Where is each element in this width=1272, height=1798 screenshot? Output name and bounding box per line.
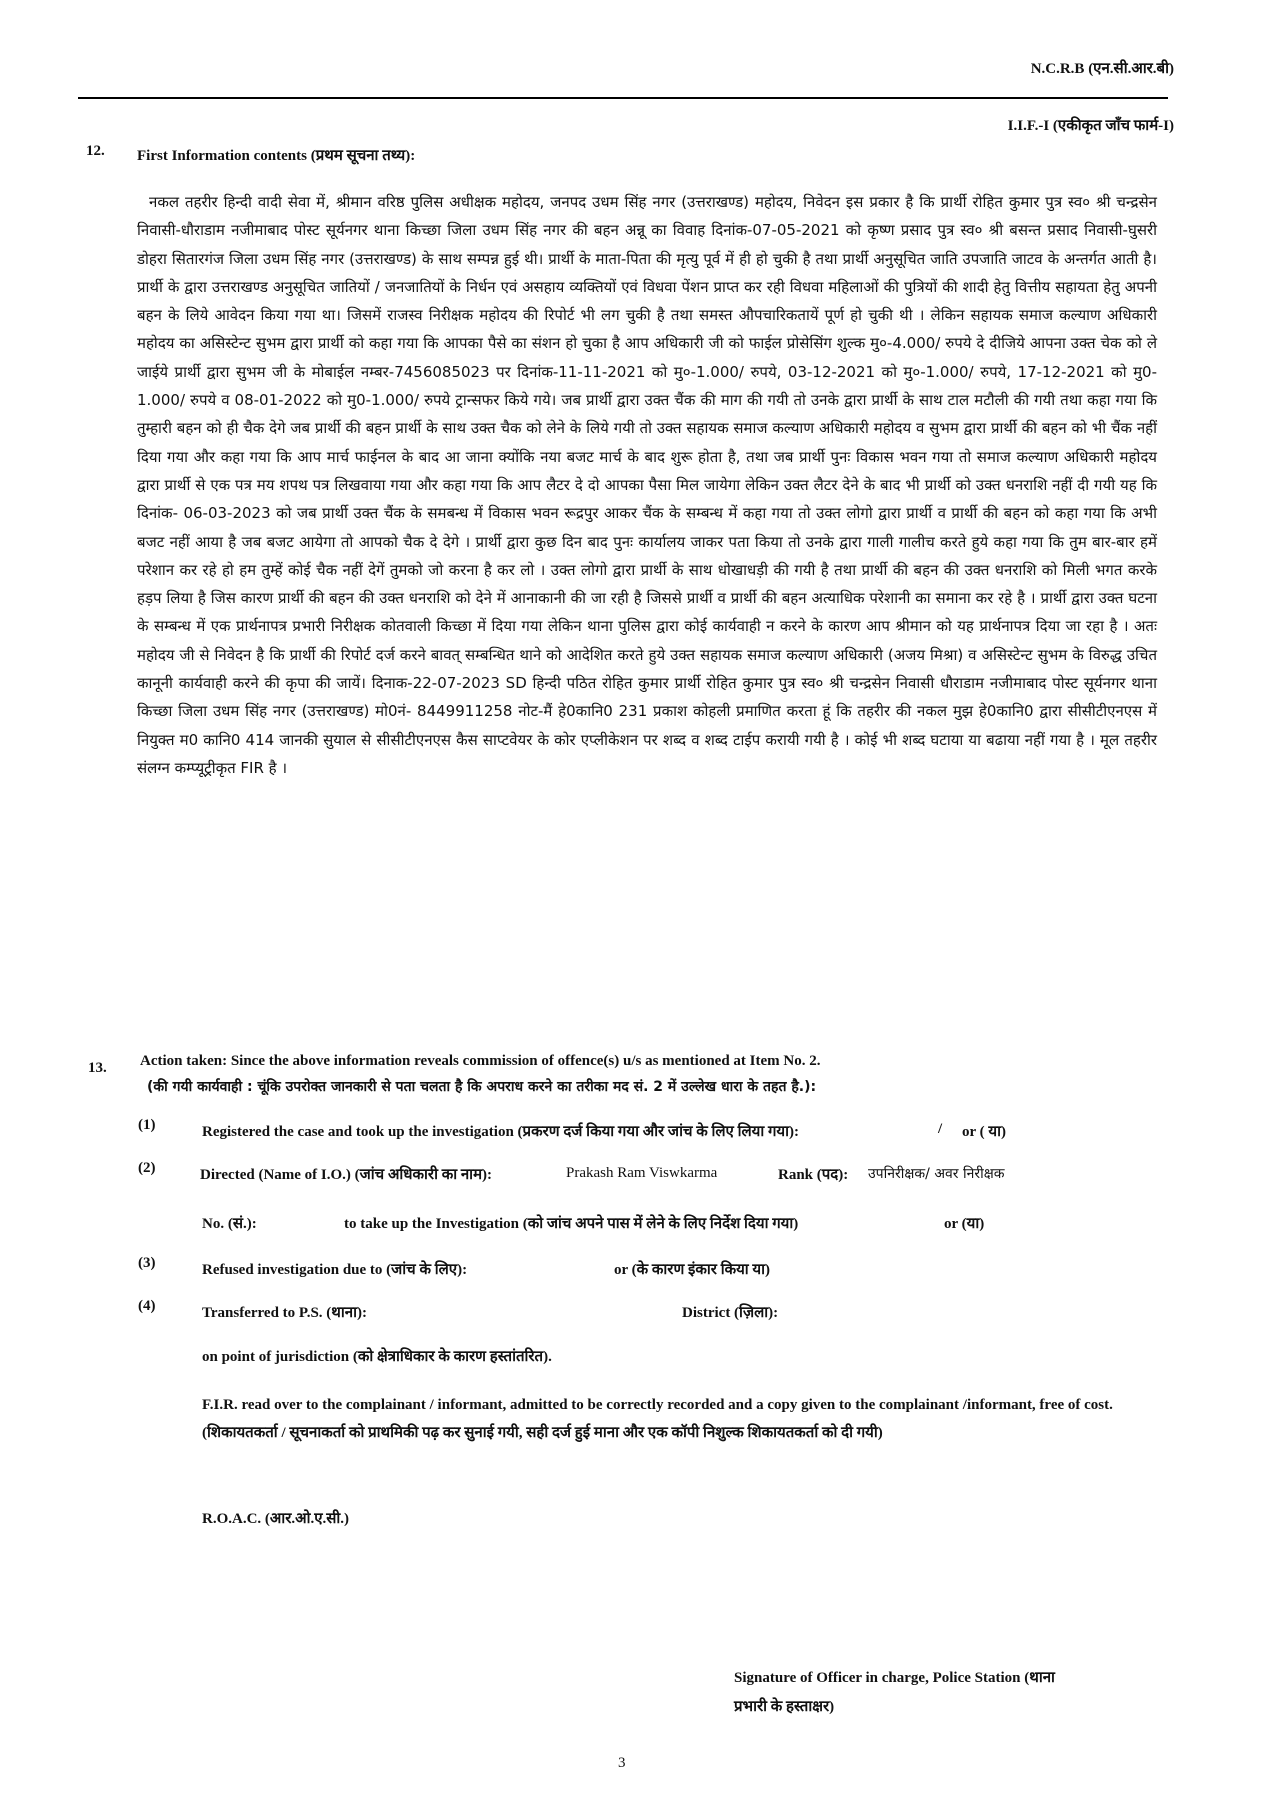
item-1-or: or ( या) <box>962 1124 1006 1140</box>
signature-line-1: Signature of Officer in charge, Police Station (थाना <box>734 1670 1055 1686</box>
item-3-or: or (के कारण इंकार किया या) <box>614 1262 771 1278</box>
item-1-separator: / <box>938 1121 943 1137</box>
item-1-text: Registered the case and took up the investigation (प्रकरण दर्ज किया गया और जांच के लिए लिया गया): <box>202 1124 800 1140</box>
item-3-text: Refused investigation due to (जांच के लिए): <box>202 1262 468 1278</box>
item-3-number: (3) <box>138 1255 156 1271</box>
roac-label: R.O.A.C. (आर.ओ.ए.सी.) <box>202 1511 350 1527</box>
section-12-number: 12. <box>86 143 105 159</box>
header-divider <box>78 97 1168 99</box>
transferred-label: Transferred to P.S. (थाना): <box>202 1305 367 1321</box>
item-1-number: (1) <box>138 1117 156 1133</box>
section-12-title: First Information contents (प्रथम सूचना तथ्य): <box>137 148 416 164</box>
page-number: 3 <box>618 1755 626 1771</box>
fir-read-hi: (शिकायतकर्ता / सूचनाकर्ता को प्राथमिकी पढ़ कर सुनाई गयी, सही दर्ज हुई माना और एक कॉपी निशुल्क शिकायतकर्ता को दी गयी) <box>202 1425 883 1441</box>
header-form: I.I.F.-I (एकीकृत जाँच फार्म-I) <box>1007 118 1174 134</box>
io-name: Prakash Ram Viswkarma <box>566 1165 718 1181</box>
directed-label: Directed (Name of I.O.) (जांच अधिकारी का नाम): <box>200 1167 493 1183</box>
item-4-number: (4) <box>138 1298 156 1314</box>
section-13-title-en: Action taken: Since the above information reveals commission of offence(s) u/s as mentioned at Item No. 2. <box>140 1053 821 1069</box>
district-label: District (ज़िला): <box>682 1305 779 1321</box>
section-13-title-hi: (की गयी कार्यवाही : चूंकि उपरोक्त जानकारी से पता चलता है कि अपराध करने का तरीका मद सं. 2 में उल्लेख धारा के तहत है.): <box>147 1079 817 1095</box>
no-label: No. (सं.): <box>202 1216 257 1232</box>
fir-read-over <box>202 1391 1122 1447</box>
rank-label: Rank (पद): <box>778 1167 849 1183</box>
fir-read-en: F.I.R. read over to the complainant / informant, admitted to be correctly recorded and a copy given to the complainant /informant, free of cost. <box>202 1397 1113 1413</box>
first-information-body: नकल तहरीर हिन्दी वादी सेवा में, श्रीमान वरिष्ठ पुलिस अधीक्षक महोदय, जनपद उधम सिंह नगर (उत्तराखण्ड) महोदय, निवेदन इस प्रकार है कि प्रार्थी रोहित कुमार पुत्र स्व० श्री चन्द्रसेन निवासी-धौराडाम नजीमाबाद पोस्ट सूर्यनगर थाना किच्छा जिला उधम सिंह नगर की बहन अन्नू का विवाह दिनांक-07-05-2021 को कृष्ण प्रसाद पुत्र स्व० श्री बसन्त प्रसाद निवासी-घुसरी डोहरा सितारगंज जिला उधम सिंह नगर (उत्तराखण्ड) के साथ सम्पन्न हुई थी। प्रार्थी के माता-पिता की मृत्यु पूर्व में ही हो चुकी है तथा प्रार्थी अनुसूचित जाति उपजाति जाटव के अन्तर्गत आती है। प्रार्थी के द्वारा उत्तराखण्ड अनुसूचित जातियों / जनजातियों के निर्धन एवं असहाय व्यक्तियों एवं विधवा पेंशन प्राप्त कर रही विधवा महिलाओं की पुत्रियों की शादी हेतु वित्तीय सहायता हेतु अपनी बहन के लिये आवेदन किया गया था। जिसमें राजस्व निरीक्षक महोदय की रिपोर्ट भी लग चुकी है तथा समस्त औपचारिकतायें पूर्ण हो चुकी थी । लेकिन सहायक समाज कल्याण अधिकारी महोदय का असिस्टेन्ट सुभम द्वारा प्रार्थी को कहा गया कि आपका पैसे का संशन हो चुका है आप अधिकारी जी को फाईल प्रोसेसिंग शुल्क मु०-4.000/ रुपये दे दीजिये आपना उक्त चेक को ले जाईये प्रार्थी द्वारा सुभम जी के मोबाईल नम्बर-7456085023 पर दिनांक-11-11-2021 को मु०-1.000/ रुपये, 03-12-2021 को मु०-1.000/ रुपये, 17-12-2021 को मु0-1.000/ रुपये व 08-01-2022 को मु0-1.000/ रुपये ट्रान्सफर किये गये। जब प्रार्थी द्वारा उक्त चैंक की माग की गयी तो उनके द्वारा प्रार्थी के साथ टाल मटौली की गयी तथा कहा गया कि तुम्हारी बहन को ही चैक देगे जब प्रार्थी की बहन प्रार्थी के साथ उक्त चैक को लेने के लिये गयी तो उक्त सहायक समाज कल्याण अधिकारी महोदय व सुभम द्वारा प्रार्थी की बहन को भी चैंक नहीं दिया गया और कहा गया कि आप मार्च फाईनल के बाद आ जाना क्योंकि नया बजट मार्च के बाद शुरू होता है, तथा जब प्रार्थी पुनः विकास भवन गया तो समाज कल्याण अधिकारी महोदय द्वारा प्रार्थी से एक पत्र मय शपथ पत्र लिखवाया गया और कहा गया कि आप लैटर दे दो आपका पैसा मिल जायेगा लेकिन उक्त लैटर देने के बाद भी प्रार्थी को उक्त धनराशि नहीं दी गयी यह कि दिनांक- 06-03-2023 को जब प्रार्थी उक्त चैंक के समबन्ध में विकास भवन रूद्रपुर आकर चैंक के सम्बन्ध में कहा गया तो उक्त लोगो द्वारा प्रार्थी व प्रार्थी की बहन को कहा गया कि अभी बजट नहीं आया है जब बजट आयेगा तो आपको चैक दे देगे । प्रार्थी द्वारा कुछ दिन बाद पुनः कार्यालय जाकर पता किया तो उनके द्वारा गाली गालीच करते हुये कहा गया कि तुम बार-बार हमें परेशान कर रहे हो हम तुम्हें कोई चैक नहीं देगें तुमको जो करना है कर लो । उक्त लोगो द्वारा प्रार्थी के साथ धोखाधड़ी की गयी है तथा प्रार्थी की बहन की उक्त धनराशि को मिली भगत करके हड़प लिया है जिस कारण प्रार्थी की बहन की उक्त धनराशि को देने में आनाकानी की जा रही है जिससे प्रार्थी व प्रार्थी की बहन अत्याधिक परेशानी का समाना कर रहे है । प्रार्थी द्वारा उक्त घटना के सम्बन्ध में एक प्रार्थनापत्र प्रभारी निरीक्षक कोतवाली किच्छा में दिया गया लेकिन थाना पुलिस द्वारा कोई कार्यवाही न करने के कारण आप श्रीमान को यह प्रार्थनापत्र दिया जा रहा है । अतः महोदय जी से निवेदन है कि प्रार्थी की रिपोर्ट दर्ज करने बावत् सम्बन्धित थाने को आदेशित करते हुये उक्त सहायक समाज कल्याण अधिकारी (अजय मिश्रा) व असिस्टेन्ट सुभम के विरुद्ध उचित कानूनी कार्यवाही करने की कृपा की जायें। दिनाक-22-07-2023 SD हिन्दी पठित रोहित कुमार प्रार्थी रोहित कुमार पुत्र स्व० श्री चन्द्रसेन निवासी धौराडाम नजीमाबाद पोस्ट सूर्यनगर थाना किच्छा जिला उधम सिंह नगर (उत्तराखण्ड) मो0नं- 8449911258 नोट-मैं हे0कानि0 231 प्रकाश कोहली प्रमाणित करता हूं कि तहरीर की नकल मुझ हे0कानि0 द्वारा सीसीटीएनएस में नियुक्त म0 कानि0 414 जानकी सुयाल से सीसीटीएनएस कैस साप्टवेयर के कोर एप्लीकेशन पर शब्द व शब्द टाईप करायी गयी है । कोई भी शब्द घटाया या बढाया नहीं गया है । मूल तहरीर संलग्न कम्प्यूट्रीकृत FIR है । <box>137 193 1157 777</box>
header-org: N.C.R.B (एन.सी.आर.बी) <box>1030 61 1174 77</box>
rank-value: उपनिरीक्षक/ अवर निरीक्षक <box>868 1166 1005 1182</box>
no-text: to take up the Investigation (को जांच अपने पास में लेने के लिए निर्देश दिया गया) <box>344 1216 799 1232</box>
signature-line-2: प्रभारी के हस्ताक्षर) <box>734 1699 835 1715</box>
item-2-or: or (या) <box>944 1216 985 1232</box>
item-2-number: (2) <box>138 1160 156 1176</box>
jurisdiction-text: on point of jurisdiction (को क्षेत्राधिकार के कारण हस्तांतरित). <box>202 1349 552 1365</box>
section-13-number: 13. <box>88 1060 107 1076</box>
